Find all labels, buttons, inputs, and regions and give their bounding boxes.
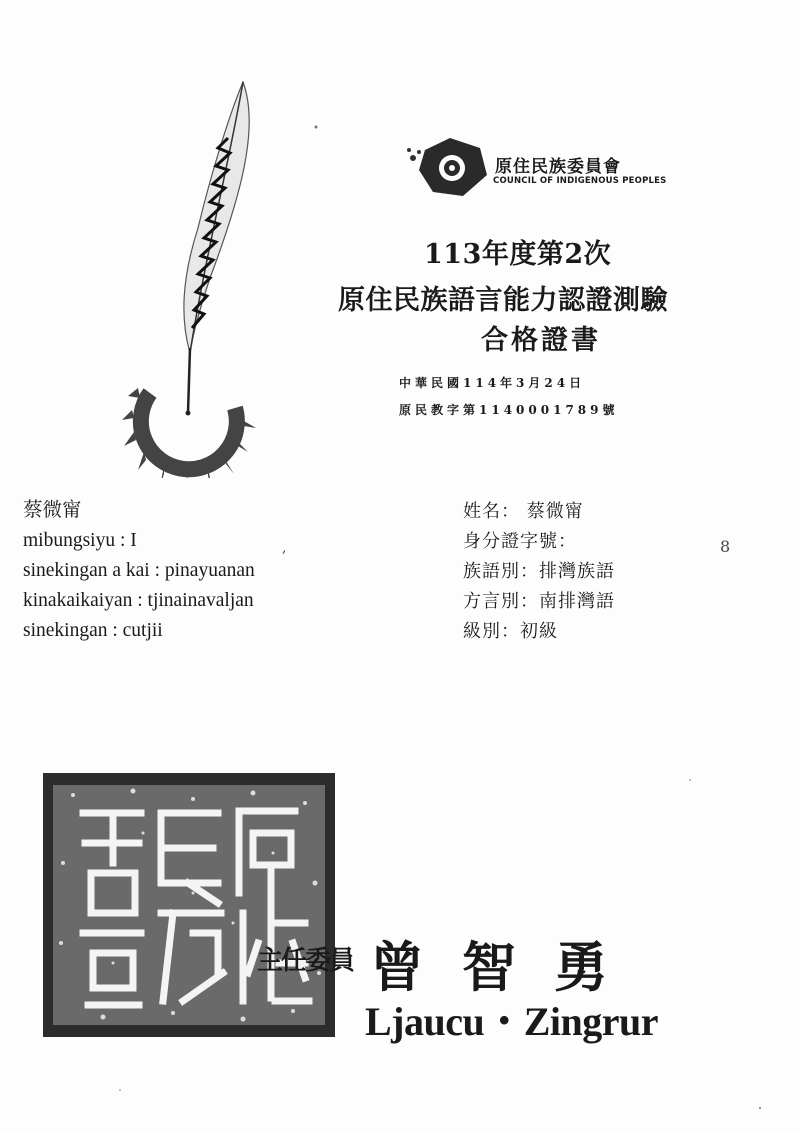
certificate-title-line2: 原住民族語言能力認證測驗: [338, 285, 668, 316]
language-indigenous: sinekingan a kai : pinayuanan: [23, 560, 255, 581]
redaction-mark: ,: [282, 540, 287, 556]
official-seal-icon: [43, 773, 335, 1037]
id-number-label: 身分證字號：: [463, 531, 577, 552]
holder-name: 蔡微甯: [23, 500, 82, 521]
chairperson-name-roman: Ljaucu・Zingrur: [365, 999, 659, 1044]
holder-name-zh: 姓名： 蔡微甯: [463, 501, 584, 522]
council-name-zh: 原住民族委員會: [495, 157, 621, 177]
holder-info-chinese: [463, 497, 615, 647]
issue-date: 中華民國114年3月24日: [399, 376, 586, 390]
dialect-zh: 方言別：南排灣語: [463, 591, 615, 612]
certificate-title-line1: 113年度第2次: [424, 239, 612, 270]
holder-info-indigenous: [23, 496, 255, 646]
dialect-indigenous: kinakaikaiyan : tjinainavaljan: [23, 590, 254, 611]
language-zh: 族語別：排灣族語: [463, 561, 615, 582]
holder-id-indigenous: mibungsiyu : I: [23, 530, 137, 551]
chairperson-title: 主任委員: [257, 946, 354, 976]
id-number-tail: 8: [720, 537, 731, 556]
level-zh: 級別：初級: [463, 621, 558, 642]
chairperson-name-zh: 曾智勇: [370, 935, 646, 999]
document-number: 原民教字第1140001789號: [399, 403, 619, 417]
council-name-en: COUNCIL OF INDIGENOUS PEOPLES: [493, 176, 667, 186]
feather-quill-icon: [110, 78, 260, 478]
certificate-title-line3: 合格證書: [481, 325, 601, 356]
level-indigenous: sinekingan : cutjii: [23, 620, 163, 641]
